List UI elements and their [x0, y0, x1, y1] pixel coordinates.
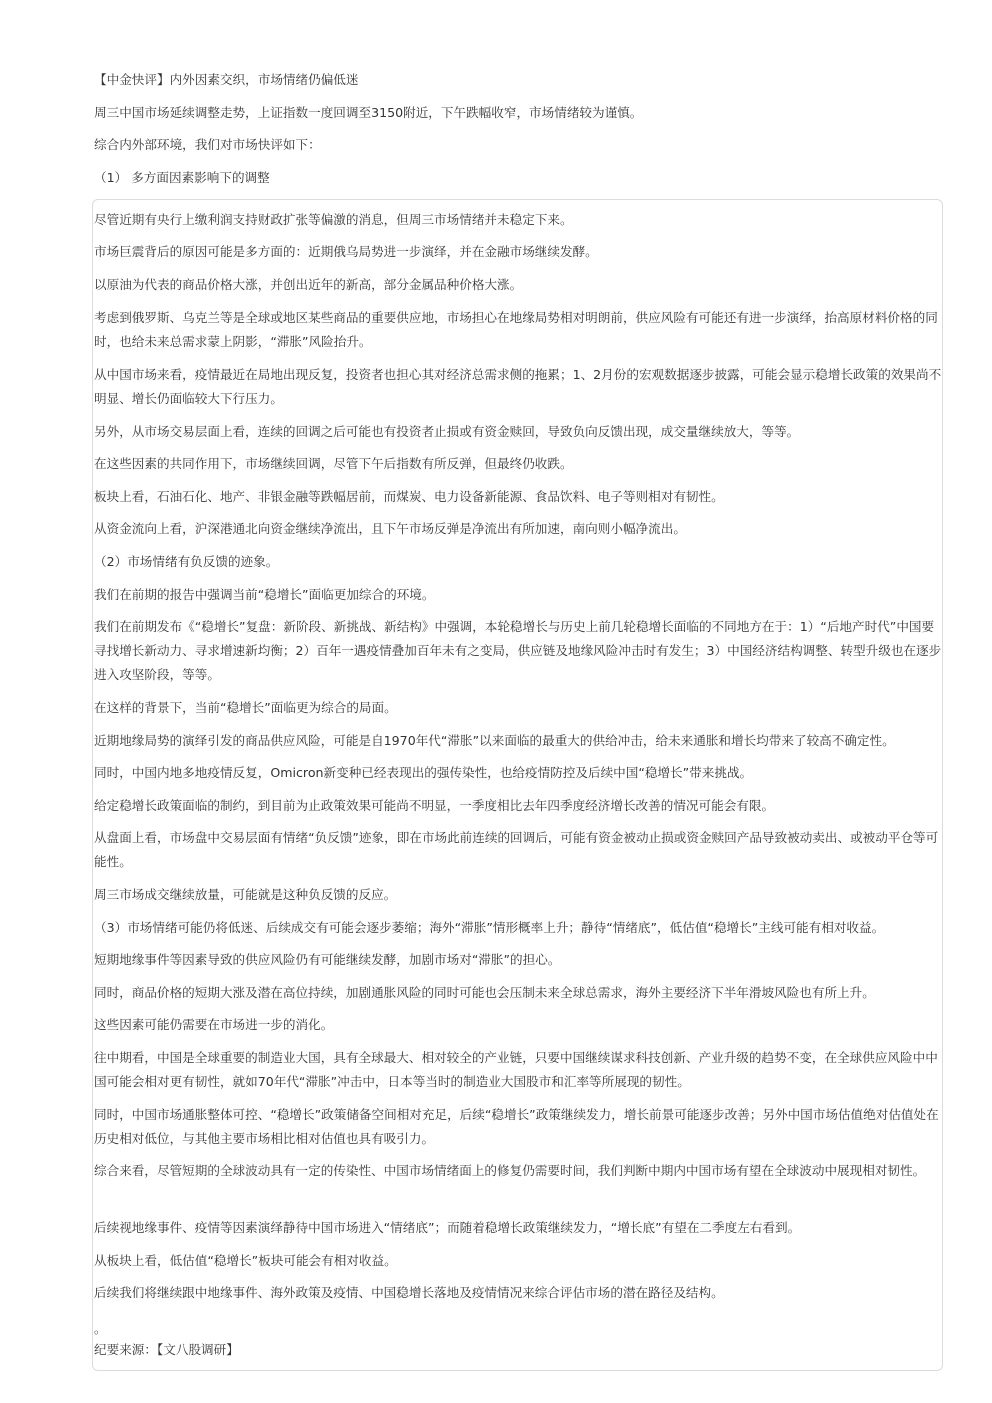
- paragraph: 从资金流向上看，沪深港通北向资金继续净流出，且下午市场反弹是净流出有所加速，南向则小幅净流出。: [94, 521, 686, 536]
- paragraph: 另外，从市场交易层面上看，连续的回调之后可能也有投资者止损或有资金赎回，导致负向反馈出现，成交量继续放大，等等。: [94, 424, 800, 439]
- paragraph: 以原油为代表的商品价格大涨，并创出近年的新高，部分金属品种价格大涨。: [94, 277, 523, 292]
- paragraph: 我们在前期的报告中强调当前“稳增长”面临更加综合的环境。: [94, 587, 435, 602]
- paragraph: 后续我们将继续跟中地缘事件、海外政策及疫情、中国稳增长落地及疫情情况来综合评估市场的潜在路径及结构。: [94, 1285, 724, 1300]
- section-heading-2: （2）市场情绪有负反馈的迹象。: [94, 554, 279, 569]
- paragraph: 同时，商品价格的短期大涨及潜在高位持续，加剧通胀风险的同时可能也会压制未来全球总需求，海外主要经济下半年滑坡风险也有所上升。: [94, 985, 875, 1000]
- paragraph: 近期地缘局势的演绎引发的商品供应风险，可能是自1970年代“滞胀”以来面临的最重大的供给冲击，给未来通胀和增长均带来了较高不确定性。: [94, 733, 895, 748]
- paragraph: 短期地缘事件等因素导致的供应风险仍有可能继续发酵，加剧市场对“滞胀”的担心。: [94, 952, 561, 967]
- paragraph: 从盘面上看，市场盘中交易层面有情绪“负反馈”迹象，即在市场此前连续的回调后，可能有资金被动止损或资金赎回产品导致被动卖出、或被动平仓等可能性。: [94, 830, 939, 869]
- paragraph: 在这些因素的共同作用下，市场继续回调，尽管下午后指数有所反弹，但最终仍收跌。: [94, 456, 573, 471]
- paragraph: 给定稳增长政策面临的制约，到目前为止政策效果可能尚不明显，一季度相比去年四季度经济增长改善的情况可能会有限。: [94, 798, 775, 813]
- paragraph: 板块上看，石油石化、地产、非银金融等跌幅居前，而煤炭、电力设备新能源、食品饮料、电子等则相对有韧性。: [94, 489, 724, 504]
- paragraph: 市场巨震背后的原因可能是多方面的：近期俄乌局势进一步演绎，并在金融市场继续发酵。: [94, 244, 598, 259]
- article-title: 【中金快评】内外因素交织，市场情绪仍偏低迷: [94, 72, 359, 87]
- paragraph: 在这样的背景下，当前“稳增长”面临更为综合的局面。: [94, 700, 397, 715]
- paragraph: 后续视地缘事件、疫情等因素演绎静待中国市场进入“情绪底”；而随着稳增长政策继续发力，“增长底”有望在二季度左右看到。: [94, 1220, 801, 1235]
- source-line: 纪要来源：【文八股调研】: [94, 1342, 239, 1357]
- paragraph: 我们在前期发布《“稳增长”复盘：新阶段、新挑战、新结构》中强调，本轮稳增长与历史上前几轮稳增长面临的不同地方在于：1）“后地产时代”中国要寻找增长新动力、寻求增速新均衡；2）百年一遇疫情叠加百年未有之变局，供应链及地缘风险冲击时有发生；3）中国经济结构调整、转型升级也在逐步进入攻坚阶段，等等。: [94, 619, 942, 682]
- paragraph: 考虑到俄罗斯、乌克兰等是全球或地区某些商品的重要供应地，市场担心在地缘局势相对明朗前，供应风险有可能还有进一步演绎，抬高原材料价格的同时，也给未来总需求蒙上阴影，“滞胀”风险抬升。: [94, 310, 938, 349]
- section-heading-3: （3）市场情绪可能仍将低迷、后续成交有可能会逐步萎缩；海外“滞胀”情形概率上升；静待“情绪底”，低估值“稳增长”主线可能有相对收益。: [94, 920, 885, 935]
- section-heading-1: （1） 多方面因素影响下的调整: [94, 170, 270, 185]
- paragraph: 同时，中国市场通胀整体可控、“稳增长”政策储备空间相对充足，后续“稳增长”政策继续发力，增长前景可能逐步改善；另外中国市场估值绝对估值处在历史相对低位，与其他主要市场相比相对估值也具有吸引力。: [94, 1107, 939, 1146]
- paragraph: 往中期看，中国是全球重要的制造业大国，具有全球最大、相对较全的产业链，只要中国继续谋求科技创新、产业升级的趋势不变，在全球供应风险中中国可能会相对更有韧性，就如70年代“滞胀”冲击中，日本等当时的制造业大国股市和汇率等所展现的韧性。: [94, 1050, 938, 1089]
- lead-paragraph: 综合内外部环境，我们对市场快评如下：: [94, 137, 321, 152]
- paragraph: 这些因素可能仍需要在市场进一步的消化。: [94, 1017, 334, 1032]
- paragraph: 周三市场成交继续放量，可能就是这种负反馈的反应。: [94, 887, 397, 902]
- paragraph: 尽管近期有央行上缴利润支持财政扩张等偏激的消息，但周三市场情绪并未稳定下来。: [94, 212, 573, 227]
- paragraph: 从板块上看，低估值“稳增长”板块可能会有相对收益。: [94, 1253, 397, 1268]
- paragraph: 。: [94, 1321, 107, 1336]
- paragraph: 同时，中国内地多地疫情反复，Omicron新变种已经表现出的强传染性，也给疫情防控及后续中国“稳增长”带来挑战。: [94, 765, 753, 780]
- paragraph: 从中国市场来看，疫情最近在局地出现反复，投资者也担心其对经济总需求侧的拖累；1、2月份的宏观数据逐步披露，可能会显示稳增长政策的效果尚不明显、增长仍面临较大下行压力。: [94, 367, 942, 406]
- intro-paragraph: 周三中国市场延续调整走势，上证指数一度回调至3150附近，下午跌幅收窄，市场情绪较为谨慎。: [94, 105, 643, 120]
- paragraph: 综合来看，尽管短期的全球波动具有一定的传染性、中国市场情绪面上的修复仍需要时间，我们判断中期内中国市场有望在全球波动中展现相对韧性。: [94, 1163, 926, 1178]
